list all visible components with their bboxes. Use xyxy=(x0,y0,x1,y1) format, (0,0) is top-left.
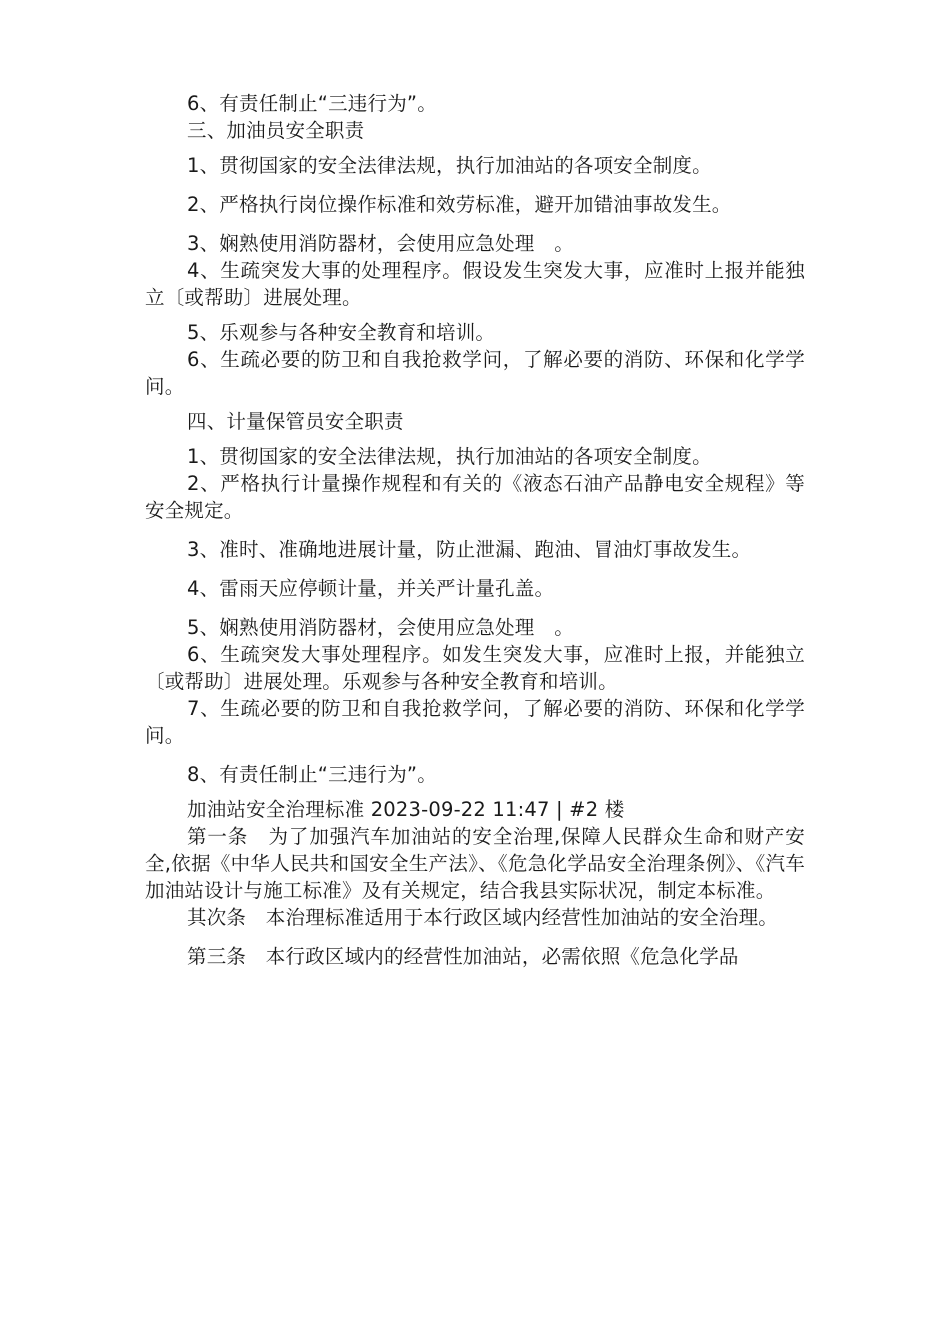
paragraph: 6、生疏必要的防卫和自我抢救学问，了解必要的消防、环保和化学学问。 xyxy=(145,348,805,398)
paragraph: 7、生疏必要的防卫和自我抢救学问，了解必要的消防、环保和化学学问。 xyxy=(145,697,805,747)
article-paragraph: 第一条 为了加强汽车加油站的安全治理,保障人民群众生命和财产安全,依据《中华人民共和国安全生产法》、《危急化学品安全治理条例》、《汽车加油站设计与施工标准》及有关规定，结合我县实际状况，制定本标准。 xyxy=(145,825,805,902)
paragraph: 4、雷雨天应停顿计量，并关严计量孔盖。 xyxy=(187,577,555,600)
section-heading: 四、计量保管员安全职责 xyxy=(187,410,404,433)
post-header: 加油站安全治理标准 2023-09-22 11:47 | #2 楼 xyxy=(187,798,625,821)
paragraph: 3、娴熟使用消防器材，会使用应急处理 。 xyxy=(187,232,574,255)
article-paragraph: 其次条 本治理标准适用于本行政区域内经营性加油站的安全治理。 xyxy=(187,906,779,929)
paragraph: 2、严格执行岗位操作标准和效劳标准，避开加错油事故发生。 xyxy=(187,193,732,216)
paragraph: 1、贯彻国家的安全法律法规，执行加油站的各项安全制度。 xyxy=(187,445,712,468)
paragraph: 6、生疏突发大事处理程序。如发生突发大事，应准时上报，并能独立〔或帮助〕进展处理。乐观参与各种安全教育和培训。 xyxy=(145,643,805,693)
article-paragraph: 第三条 本行政区域内的经营性加油站，必需依照《危急化学品 xyxy=(187,945,739,968)
paragraph: 5、乐观参与各种安全教育和培训。 xyxy=(187,321,496,344)
paragraph: 6、有责任制止“三违行为”。 xyxy=(187,92,437,115)
paragraph: 2、严格执行计量操作规程和有关的《液态石油产品静电安全规程》等安全规定。 xyxy=(145,472,805,522)
paragraph: 8、有责任制止“三违行为”。 xyxy=(187,763,437,786)
document-body xyxy=(145,90,805,970)
paragraph: 3、准时、准确地进展计量，防止泄漏、跑油、冒油灯事故发生。 xyxy=(187,538,752,561)
paragraph: 5、娴熟使用消防器材，会使用应急处理 。 xyxy=(187,616,574,639)
paragraph: 4、生疏突发大事的处理程序。假设发生突发大事，应准时上报并能独立〔或帮助〕进展处理。 xyxy=(145,259,805,309)
section-heading: 三、加油员安全职责 xyxy=(187,119,365,142)
paragraph: 1、贯彻国家的安全法律法规，执行加油站的各项安全制度。 xyxy=(187,154,712,177)
